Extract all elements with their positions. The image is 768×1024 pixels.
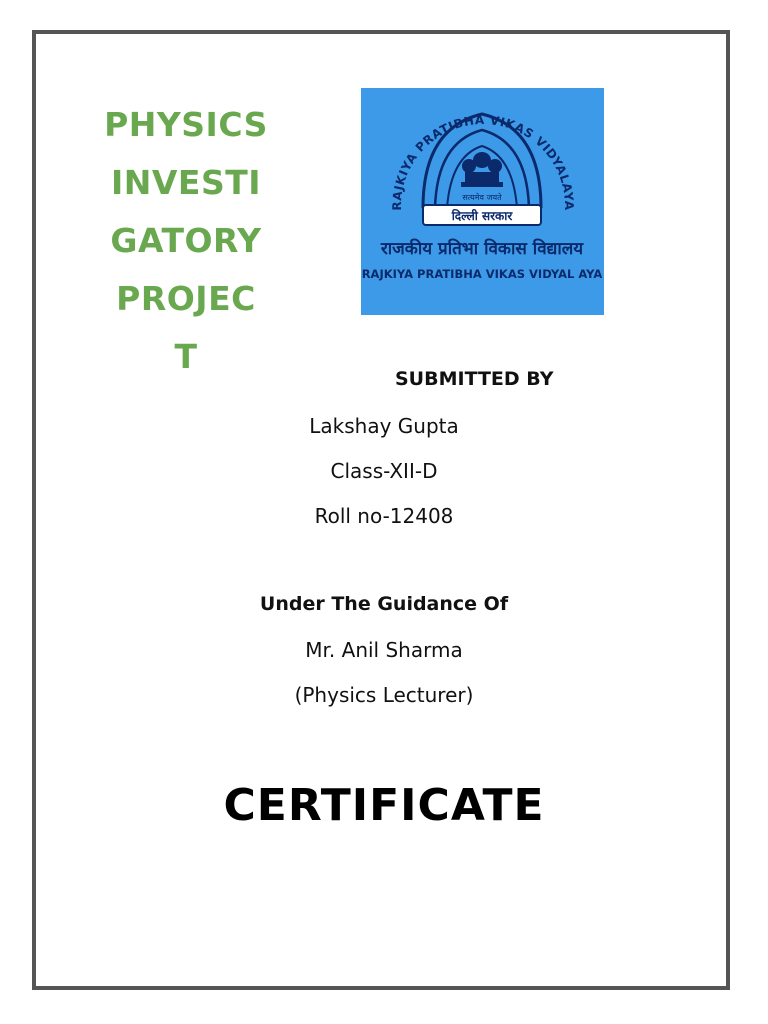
logo-english-name: RAJKIYA PRATIBHA VIKAS VIDYAL AYA [361, 267, 603, 281]
guide-designation: (Physics Lecturer) [294, 683, 474, 707]
logo-arc-text: RAJKIYA PRATIBHA VIKAS VIDYALAYA [389, 112, 577, 211]
title-line-3: GATORY [110, 221, 262, 260]
title-line-5: T [174, 337, 198, 376]
certificate-heading: CERTIFICATE [223, 780, 545, 831]
title-line-4: PROJEC [116, 279, 256, 318]
title-line-2: INVESTI [110, 163, 262, 202]
student-name: Lakshay Gupta [309, 414, 459, 438]
title-line-1: PHYSICS [104, 105, 268, 144]
submitted-by-heading: SUBMITTED BY [395, 368, 554, 390]
national-emblem-icon [461, 152, 503, 187]
student-roll-number: Roll no-12408 [314, 504, 454, 528]
logo-motto: सत्यमेव जयते [462, 193, 502, 202]
project-title [100, 96, 272, 386]
student-class: Class-XII-D [330, 459, 438, 483]
guidance-heading: Under The Guidance Of [259, 593, 509, 615]
school-logo [361, 88, 604, 315]
logo-hindi-name: राजकीय प्रतिभा विकास विद्यालय [380, 239, 584, 259]
guide-name: Mr. Anil Sharma [305, 638, 463, 662]
logo-banner: दिल्ली सरकार [451, 209, 513, 223]
school-emblem-icon [361, 88, 604, 315]
